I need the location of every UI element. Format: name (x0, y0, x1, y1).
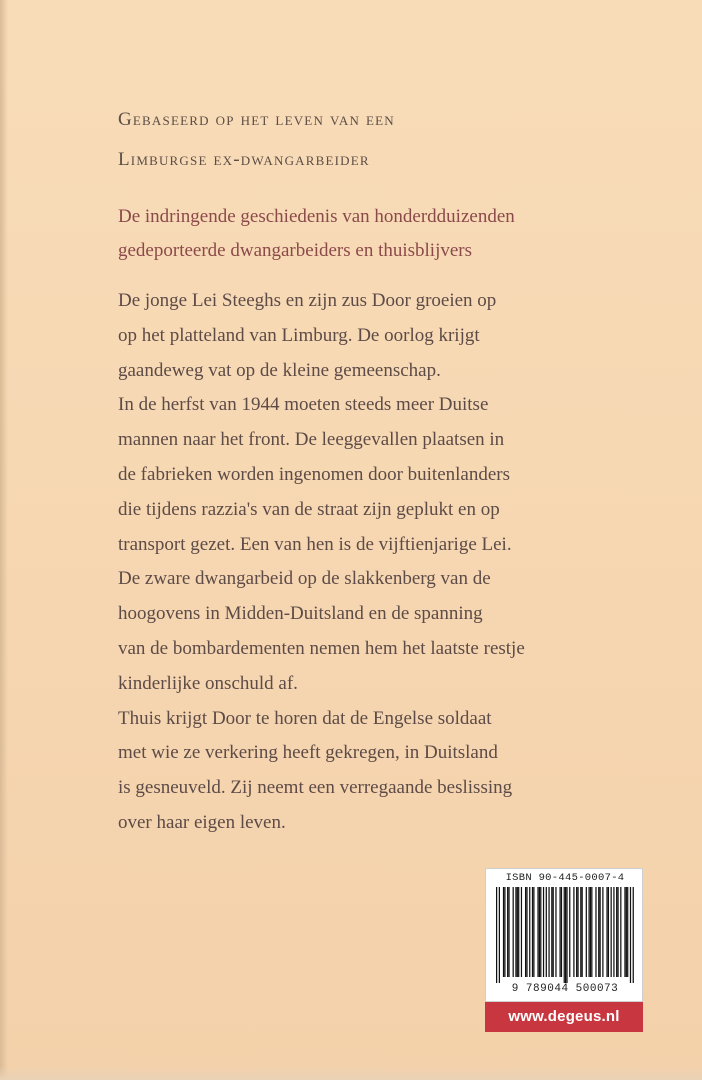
header-line-2: Limburgse ex-dwangarbeider (118, 149, 370, 170)
barcode-bar (616, 887, 617, 977)
barcode-bar (559, 887, 560, 977)
barcode-bar (540, 887, 541, 977)
barcode-bar (586, 887, 587, 977)
barcode-bar (626, 887, 627, 977)
barcode-bar (518, 887, 519, 977)
barcode-bar (588, 887, 589, 977)
barcode-bar (525, 887, 526, 977)
barcode-bar (613, 887, 614, 977)
barcode-bar (624, 887, 625, 977)
barcode-bar (590, 887, 591, 977)
blurb-line: Thuis krijgt Door te horen dat de Engelse soldaat (118, 707, 492, 729)
blurb-text (118, 284, 638, 841)
blurb-line: hoogovens in Midden-Duitsland en de spanning (118, 603, 483, 625)
barcode-bar (555, 887, 556, 977)
barcode-bar (561, 887, 562, 977)
barcode-bar (611, 887, 612, 977)
barcode-bar (507, 887, 508, 977)
barcode-bar (513, 887, 514, 977)
tagline-line-2: gedeporteerde dwangarbeiders en thuisblijvers (118, 240, 473, 261)
barcode-bar (526, 887, 527, 977)
barcode-bar (577, 887, 578, 977)
cover-left-edge-shadow (0, 0, 8, 1080)
barcode-bar (569, 887, 570, 977)
barcode-bar (537, 887, 538, 977)
isbn-barcode (485, 868, 643, 1002)
barcode-bars (496, 887, 634, 983)
blurb-line: kinderlijke onschuld af. (118, 672, 298, 694)
blurb-line: gaandeweg vat op de kleine gemeenschap. (118, 359, 441, 381)
barcode-bar (627, 887, 628, 977)
barcode-bar (591, 887, 592, 977)
blurb-line: De zware dwangarbeid op de slakkenberg van de (118, 568, 491, 590)
barcode-bar (517, 887, 518, 977)
barcode-bar (508, 887, 509, 977)
barcode-bar (620, 887, 621, 977)
barcode-bar (582, 887, 583, 977)
barcode-bar (548, 887, 549, 977)
barcode-bar (617, 887, 618, 977)
tagline-line-1: De indringende geschiedenis van honderdduizenden (118, 206, 515, 227)
barcode-bar (566, 887, 567, 983)
blurb-line: met wie ze verkering heeft gekregen, in Duitsland (118, 742, 498, 764)
barcode-bar (499, 887, 500, 983)
barcode-bar (565, 887, 566, 983)
blurb-line: De jonge Lei Steeghs en zijn zus Door groeien op (118, 290, 497, 311)
barcode-bar (546, 887, 547, 977)
barcode-bar (580, 887, 581, 977)
barcode-bar (539, 887, 540, 977)
barcode-bar (608, 887, 609, 977)
barcode-bar (598, 887, 599, 977)
barcode-bar (573, 887, 574, 977)
cover-tagline (118, 200, 638, 268)
barcode-bar (564, 887, 565, 983)
barcode-bar (496, 887, 497, 983)
cover-bottom-edge (0, 1066, 702, 1080)
header-line-1: Gebaseerd op het leven van een (118, 109, 395, 130)
blurb-line: transport gezet. Een van hen is de vijftienjarige Lei. (118, 533, 512, 555)
barcode-bar (504, 887, 505, 977)
barcode-bar (602, 887, 603, 977)
blurb-line: is gesneuveld. Zij neemt een verregaande beslissing (118, 777, 513, 799)
barcode-bar (553, 887, 554, 977)
barcode-bar (606, 887, 607, 977)
barcode-bar (529, 887, 530, 977)
ean-digits: 9 789044 500073 (511, 983, 619, 995)
isbn-number: ISBN 90-445-0007-4 (505, 872, 625, 884)
barcode-bar (533, 887, 534, 977)
barcode-bar (595, 887, 596, 977)
blurb-line: op het platteland van Limburg. De oorlog krijgt (118, 324, 480, 346)
barcode-bar (633, 887, 634, 983)
blurb-line: mannen naar het front. De leeggevallen plaatsen in (118, 429, 505, 451)
barcode-bar (576, 887, 577, 977)
cover-header (118, 100, 598, 180)
barcode-bar (532, 887, 533, 977)
barcode-bar (503, 887, 504, 977)
publisher-url-band: www.degeus.nl (485, 1002, 643, 1032)
barcode-bar (521, 887, 522, 977)
barcode-bar (600, 887, 601, 977)
barcode-bar (543, 887, 544, 977)
barcode-bar (515, 887, 516, 977)
blurb-line: de fabrieken worden ingenomen door buitenlanders (118, 463, 511, 485)
blurb-line: die tijdens razzia's van de straat zijn geplukt en op (118, 498, 500, 520)
barcode-bar (630, 887, 631, 983)
blurb-line: over haar eigen leven. (118, 811, 286, 833)
barcode-bar (551, 887, 552, 977)
blurb-line: van de bombardementen nemen hem het laatste restje (118, 637, 525, 659)
blurb-line: In de herfst van 1944 moeten steeds meer Duitse (118, 394, 489, 416)
